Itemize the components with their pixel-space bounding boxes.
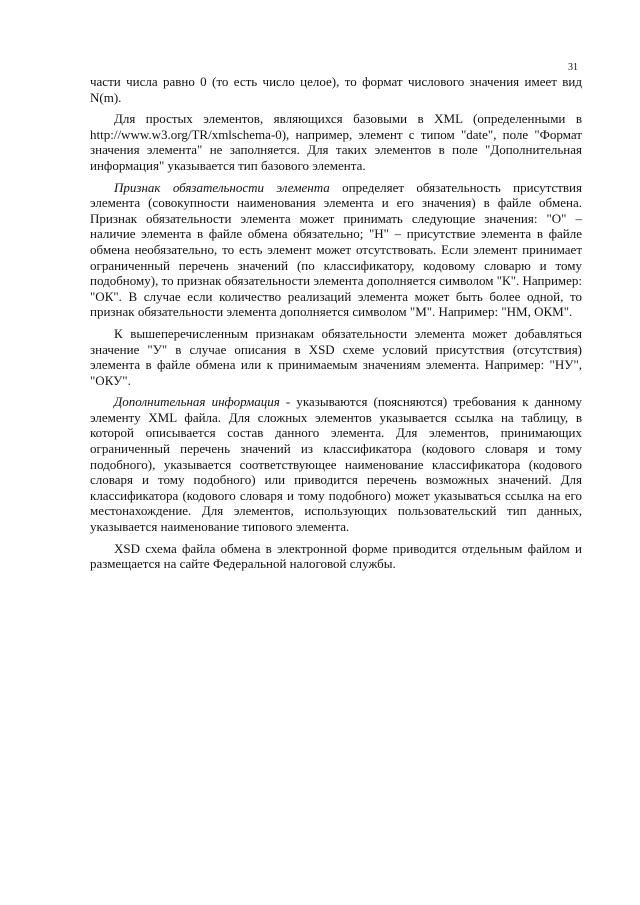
term-mandatory-flag: Признак обязательности элемента [114, 179, 330, 195]
paragraph-4: К вышеперечисленным признакам обязательности элемента может добавляться значение "У" в случае описания в XSD схеме условий присутствия (отсутствия) элемента в файле обмена или к принимаемым значениям элемента. Например: "НУ", "ОКУ". [90, 325, 582, 388]
paragraph-6: XSD схема файла обмена в электронной форме приводится отдельным файлом и размещается на сайте Федеральной налоговой службы. [90, 540, 582, 572]
paragraph-5 [90, 394, 582, 534]
paragraph-2: Для простых элементов, являющихся базовыми в XML (определенными в http://www.w3.org/TR/xmlschema-0), например, элемент с типом "date", поле "Формат значения элемента" не заполняется. Для таких элементов в поле "Дополнительная информация" указывается тип базового элемента. [90, 111, 582, 173]
paragraph-3-text: определяет обязательность присутствия элемента (совокупности наименования элемента и его значения) в файле обмена. Признак обязательности элемента может принимать следующие значения: "О" – наличие элемента в файле обмена обязательно; "Н" – присутствие элемента в файле обмена необязательно, то есть элемент может отсутствовать. Если элемент принимает ограниченный перечень значений (по классификатору, кодовому словарю и тому подобному), то признак обязательности элемента дополняется символом "К". Например: "ОК". В случае если количество реализаций элемента может быть более одной, то признак обязательности элемента дополняется символом "М". Например: "НМ, ОКМ". [90, 179, 583, 320]
paragraph-1: части числа равно 0 (то есть число целое), то формат числового значения имеет вид N(m). [90, 74, 582, 105]
paragraph-3 [90, 180, 582, 320]
term-additional-info: Дополнительная информация [114, 394, 280, 410]
paragraph-5-text: - указываются (поясняются) требования к данному элементу XML файла. Для сложных элементов указывается ссылка на таблицу, в которой описывается состав данного элемента. Для элементов, принимающих ограниченный перечень значений из классификатора (кодового словаря и тому подобного), указывается соответствующее наименование классификатора (кодового словаря и тому подобного) или приводится перечень возможных значений. Для классификатора (кодового словаря и тому подобного) может указываться ссылка на его местонахождение. Для элементов, использующих пользовательский тип данных, указывается наименование типового элемента. [90, 394, 582, 535]
page-number: 31 [568, 62, 578, 73]
body-text [90, 74, 582, 572]
